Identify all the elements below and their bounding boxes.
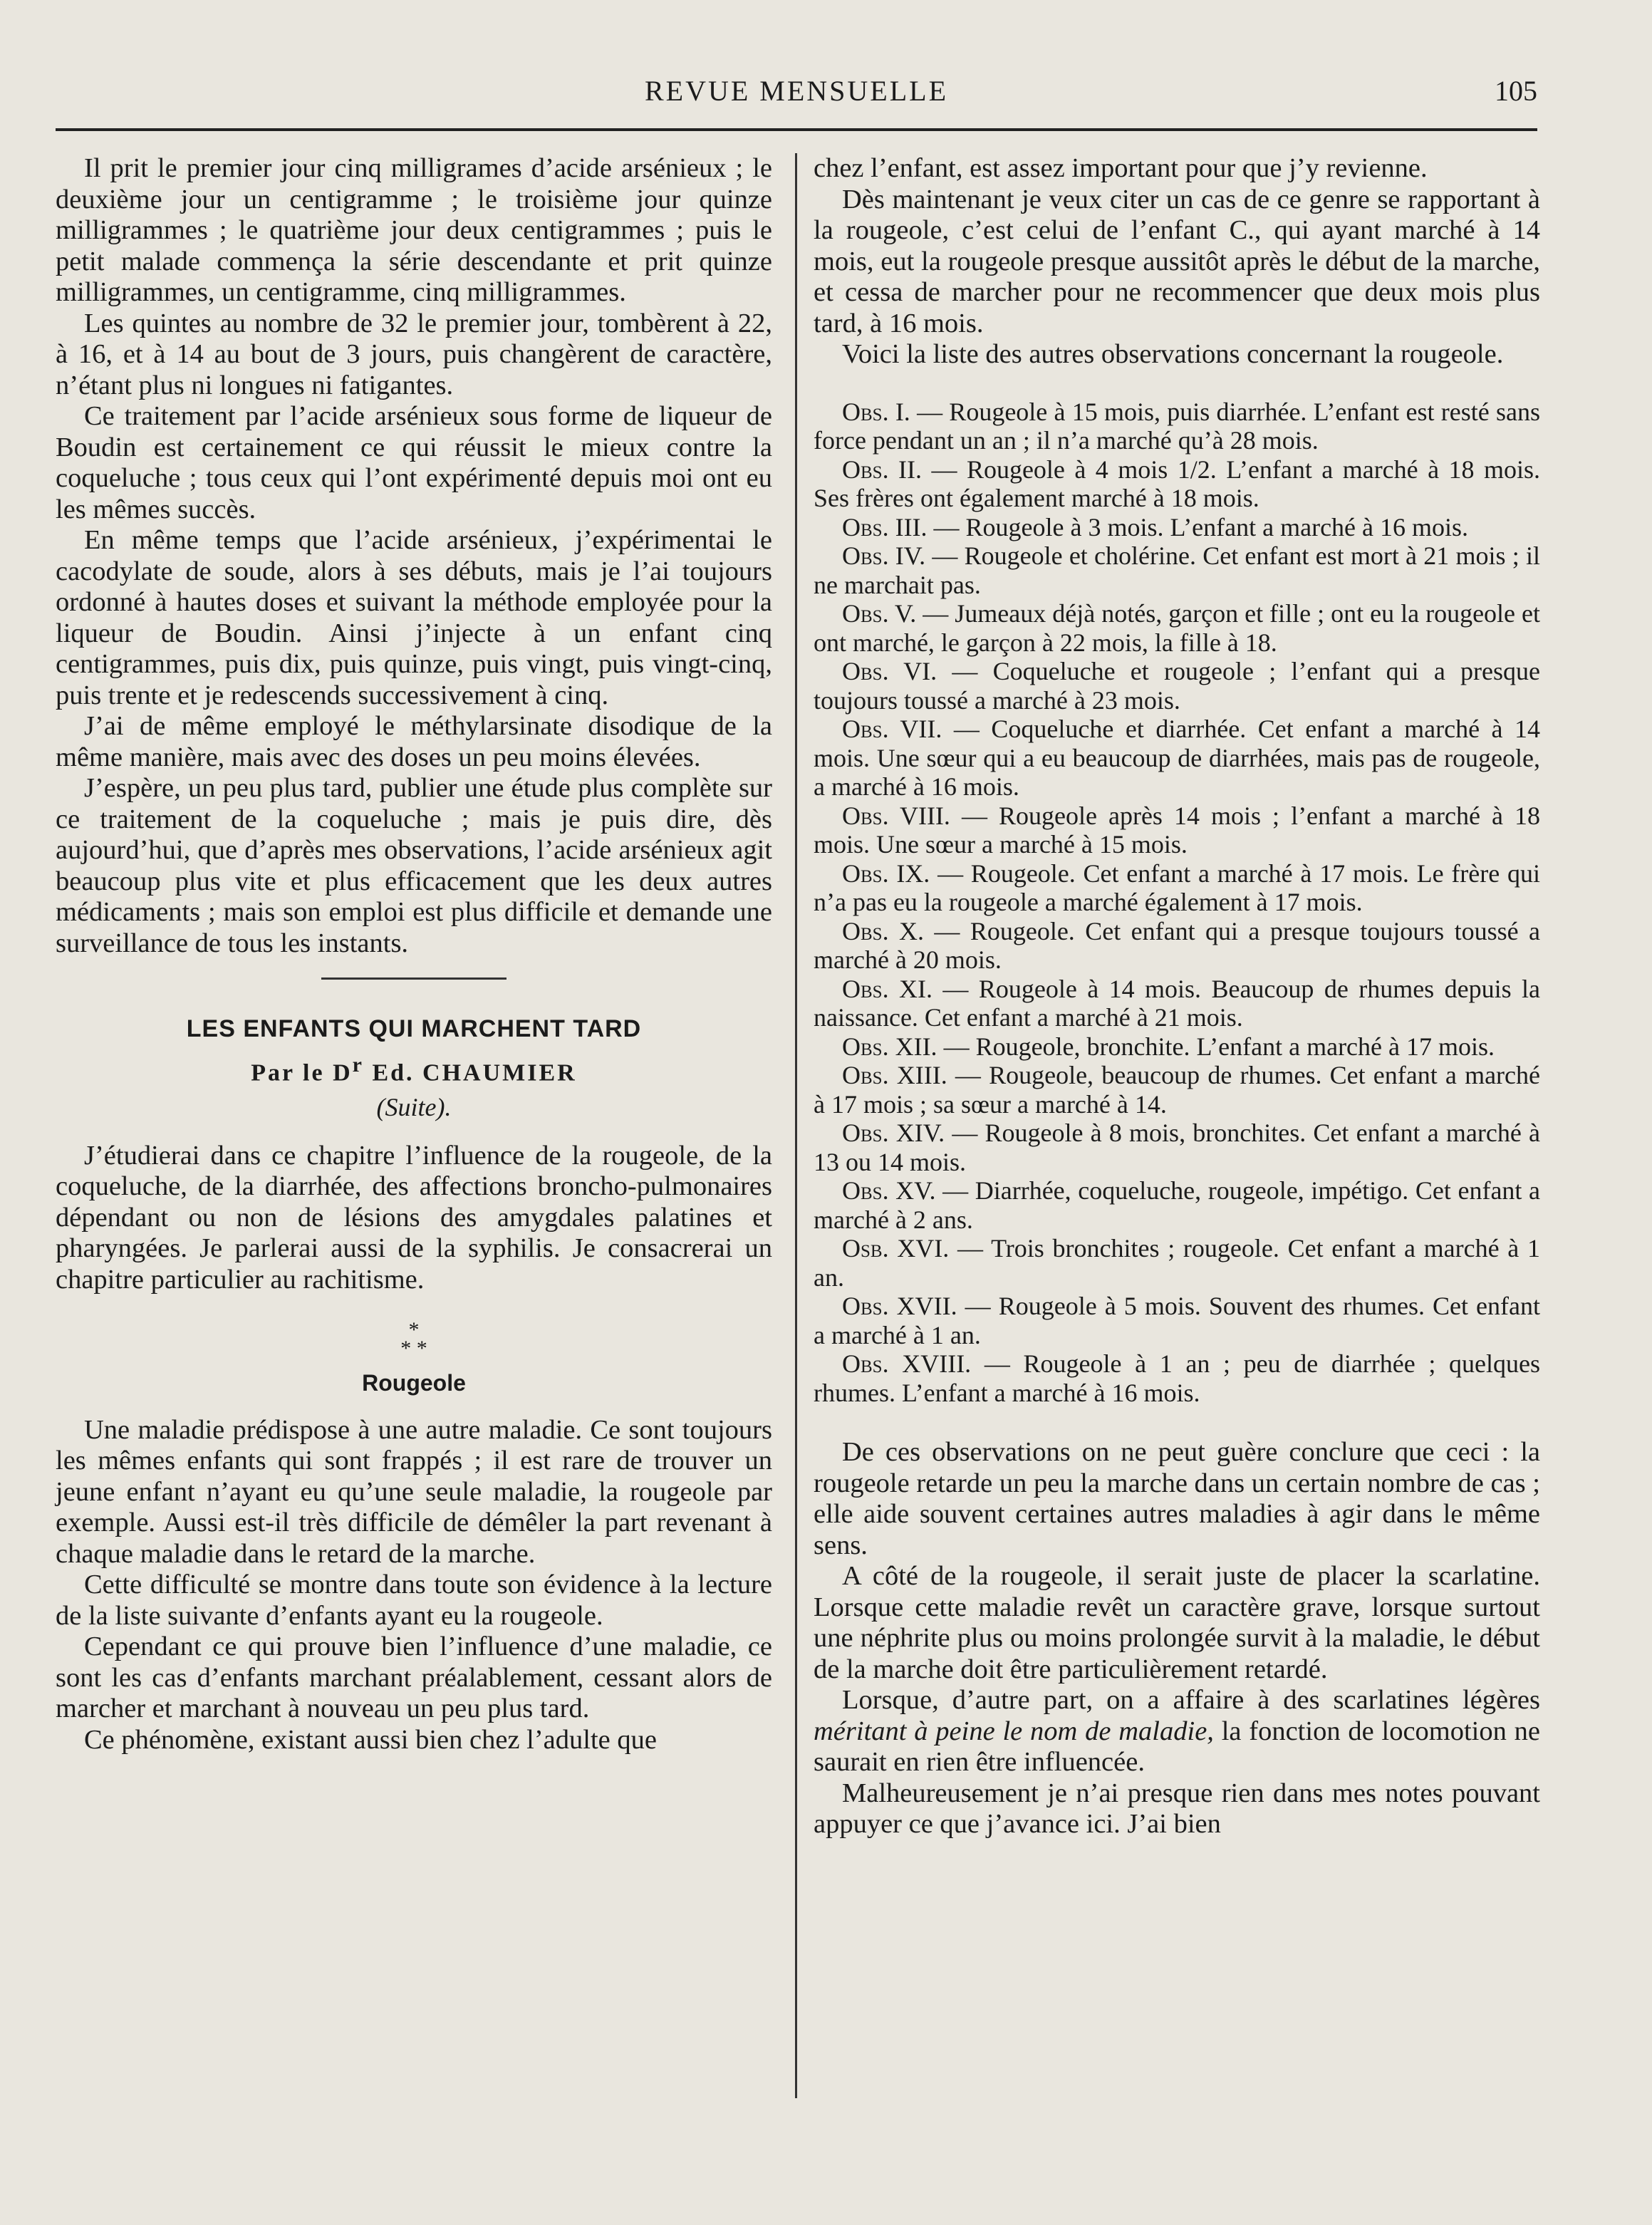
paragraph: Cependant ce qui prouve bien l’influence d’une maladie, ce sont les cas d’enfants marchant préalablement, cessant alors de marcher et marchant à nouveau un peu plus tard. (56, 1632, 772, 1724)
observation-text: — Jumeaux déjà notés, garçon et fille ; ont eu la rougeole et ont marché, le garçon à 22 mois, la fille à 18. (814, 599, 1541, 657)
asterism (56, 1318, 772, 1361)
observation-item (814, 455, 1540, 513)
observation-label: Obs. XVIII. (842, 1349, 972, 1378)
observation-label: Obs. III. (842, 512, 928, 541)
paragraph-part: la fonction de locomotion ne saurait en rien être influencée. (814, 1716, 1540, 1777)
author-prefix-sup: r (352, 1052, 364, 1077)
observation-label: Obs. XVII. (842, 1292, 957, 1320)
observation-item (814, 1349, 1540, 1407)
observation-item (814, 1176, 1540, 1234)
observation-item (814, 715, 1540, 802)
observation-item (814, 599, 1540, 657)
observation-text: — Rougeole à 1 an ; peu de diarrhée ; quelques rhumes. L’enfant a marché à 16 mois. (814, 1349, 1540, 1407)
observation-item (814, 1119, 1540, 1176)
observation-label: Obs. XV. (842, 1176, 936, 1205)
observation-list (814, 398, 1540, 1408)
paragraph: Cette difficulté se montre dans toute son évidence à la lecture de la liste suivante d’enfants ayant eu la rougeole. (56, 1570, 772, 1631)
observation-text: — Rougeole à 5 mois. Souvent des rhumes. Cet enfant a marché à 1 an. (814, 1292, 1541, 1349)
paragraph: Voici la liste des autres observations concernant la rougeole. (842, 339, 1504, 369)
observation-text: — Diarrhée, coqueluche, rougeole, impétigo. Cet enfant a marché à 2 ans. (814, 1176, 1541, 1234)
observation-item (814, 398, 1540, 455)
column-divider (795, 153, 797, 2098)
observation-text: — Rougeole à 3 mois. L’enfant a marché à 16 mois. (933, 512, 1469, 541)
observation-item (814, 859, 1540, 917)
section-separator (321, 977, 506, 980)
paragraph-part: Lorsque, d’autre part, on a affaire à des scarlatines légères (842, 1685, 1540, 1715)
observation-item (814, 1061, 1540, 1119)
observation-label: Obs. VIII. (842, 801, 950, 830)
continuation-note: (Suite). (376, 1093, 452, 1122)
observation-item (814, 541, 1540, 599)
paragraph: Ce phénomène, existant aussi bien chez l’adulte que (84, 1724, 657, 1755)
observation-label: Osb. XVI. (842, 1234, 950, 1262)
left-column (56, 153, 772, 1755)
observation-text: — Rougeole. Cet enfant a marché à 17 mois. Le frère qui n’a pas eu la rougeole a marché également à 17 mois. (814, 859, 1540, 916)
observation-label: Obs. X. (842, 916, 924, 945)
paragraph: Dès maintenant je veux citer un cas de ce genre se rapportant à la rougeole, c’est celui de l’enfant C., qui ayant marché à 14 mois, eut la rougeole presque aussitôt après le début de la marche, et cessa de marcher pour ne recommencer que deux mois plus tard, à 16 mois. (814, 184, 1540, 338)
paragraph: J’ai de même employé le méthylarsinate disodique de la même manière, mais avec des doses un peu moins élevées. (56, 711, 772, 772)
observation-label: Obs. XII. (842, 1032, 937, 1061)
observation-label: Obs. IV. (842, 541, 926, 570)
paragraph: De ces observations on ne peut guère conclure que ceci : la rougeole retarde un peu la marche dans un certain nombre de cas ; elle aide souvent certaines autres maladies à agir dans le même sens. (814, 1437, 1540, 1560)
observation-label: Obs. VII. (842, 715, 942, 743)
observation-text: — Coqueluche et rougeole ; l’enfant qui a presque toujours toussé a marché à 23 mois. (814, 657, 1540, 715)
observation-item (814, 513, 1540, 542)
paragraph: J’étudierai dans ce chapitre l’influence de la rougeole, de la coqueluche, de la diarrhée, des affections broncho-pulmonaires dépendant ou non de lésions des amygdales palatines et pharyngées. Je parlerai aussi de la syphilis. Je consacrerai un chapitre particulier au rachitisme. (56, 1140, 772, 1295)
observation-text: — Rougeole à 8 mois, bronchites. Cet enfant a marché à 13 ou 14 mois. (814, 1119, 1541, 1176)
asterism-bottom: * * (400, 1337, 427, 1361)
observation-text: — Trois bronchites ; rougeole. Cet enfant a marché à 1 an. (814, 1234, 1540, 1292)
asterism-top: * (408, 1318, 420, 1342)
right-column (814, 153, 1540, 1840)
paragraph: Malheureusement je n’ai presque rien dans mes notes pouvant appuyer ce que j’avance ici. J’ai bien (814, 1778, 1540, 1839)
paragraph: Il prit le premier jour cinq milligrames d’acide arsénieux ; le deuxième jour un centigramme ; le troisième jour quinze milligrammes ; le quatrième jour deux centigrammes ; puis le petit malade commença la série descendante et prit quinze milligrammes, un centigramme, cinq milligrammes. (56, 153, 772, 307)
observation-text: — Rougeole, bronchite. L’enfant a marché à 17 mois. (943, 1032, 1495, 1061)
observation-text: — Rougeole après 14 mois ; l’enfant a marché à 18 mois. Une sœur a marché à 15 mois. (814, 801, 1541, 859)
author-name: Ed. CHAUMIER (372, 1059, 577, 1086)
italic-phrase: méritant à peine le nom de maladie, (814, 1716, 1214, 1746)
observation-item (814, 1032, 1540, 1062)
observation-label: Obs. V. (842, 599, 917, 628)
paragraph: En même temps que l’acide arsénieux, j’expérimentai le cacodylate de soude, alors à ses débuts, mais je l’ai toujours ordonné à hautes doses et suivant la méthode employée pour la liqueur de Boudin. Ainsi j’injecte à un enfant cinq centigrammes, puis dix, puis quinze, puis vingt, puis vingt-cinq, puis trente et je redescends successivement à cinq. (56, 525, 772, 710)
observation-text: — Rougeole à 4 mois 1/2. L’enfant a marché à 18 mois. Ses frères ont également marché à 18 mois. (814, 455, 1541, 512)
paragraph: J’espère, un peu plus tard, publier une étude plus complète sur ce traitement de la coqueluche ; mais je puis dire, dès aujourd’hui, que d’après mes observations, l’acide arsénieux agit beaucoup plus vite et plus efficacement que les deux autres médicaments ; mais son emploi est plus difficile et demande une surveillance de tous les instants. (56, 773, 772, 958)
observation-item (814, 802, 1540, 859)
paragraph: Une maladie prédispose à une autre maladie. Ce sont toujours les mêmes enfants qui sont frappés ; il est rare de trouver un jeune enfant n’ayant eu qu’une seule maladie, la rougeole par exemple. Aussi est-il très difficile de démêler la part revenant à chaque maladie dans le retard de la marche. (56, 1414, 772, 1569)
observation-item (814, 917, 1540, 975)
paragraph: A côté de la rougeole, il serait juste de placer la scarlatine. Lorsque cette maladie revêt un caractère grave, lorsque surtout une néphrite plus ou moins prolongée survit à la maladie, le début de la marche doit être particulièrement retardé. (814, 1561, 1540, 1684)
header-rule (56, 128, 1537, 131)
observation-text: — Rougeole. Cet enfant qui a presque toujours toussé a marché à 20 mois. (814, 916, 1541, 974)
observation-item (814, 1234, 1540, 1292)
observation-text: — Rougeole, beaucoup de rhumes. Cet enfant a marché à 17 mois ; sa sœur a marché à 14. (814, 1061, 1541, 1119)
observation-text: — Rougeole à 15 mois, puis diarrhée. L’enfant est resté sans force pendant un an ; il n’a marché qu’à 28 mois. (814, 397, 1540, 455)
observation-label: Obs. VI. (842, 657, 937, 685)
paragraph (814, 1685, 1540, 1778)
article-author (56, 1049, 772, 1089)
section-subheading: Rougeole (362, 1370, 466, 1396)
paragraph: chez l’enfant, est assez important pour que j’y revienne. (814, 153, 1428, 183)
running-header (56, 71, 1537, 114)
observation-item (814, 975, 1540, 1032)
observation-label: Obs. II. (842, 455, 923, 484)
journal-title: REVUE MENSUELLE (644, 75, 949, 107)
observation-label: Obs. XI. (842, 974, 933, 1003)
observation-text: — Rougeole et cholérine. Cet enfant est mort à 21 mois ; il ne marchait pas. (814, 541, 1540, 599)
observation-label: Obs. I. (842, 397, 910, 426)
observation-item (814, 657, 1540, 715)
observation-label: Obs. XIII. (842, 1061, 947, 1089)
author-prefix: Par le D (251, 1059, 353, 1086)
observation-label: Obs. IX. (842, 859, 930, 888)
page-number: 105 (1495, 75, 1537, 107)
observation-text: — Rougeole à 14 mois. Beaucoup de rhumes depuis la naissance. Cet enfant a marché à 21 mois. (814, 974, 1540, 1032)
observation-item (814, 1292, 1540, 1349)
paragraph: Ce traitement par l’acide arsénieux sous forme de liqueur de Boudin est certainement ce qui réussit le mieux contre la coqueluche ; tous ceux qui l’ont expérimenté depuis moi ont eu les mêmes succès. (56, 401, 772, 524)
paragraph: Les quintes au nombre de 32 le premier jour, tombèrent à 22, à 16, et à 14 au bout de 3 jours, puis changèrent de caractère, n’étant plus ni longues ni fatigantes. (56, 308, 772, 400)
observation-label: Obs. XIV. (842, 1119, 945, 1147)
observation-text: — Coqueluche et diarrhée. Cet enfant a marché à 14 mois. Une sœur qui a eu beaucoup de diarrhées, mais pas de rougeole, a marché à 16 mois. (814, 715, 1541, 801)
article-title: LES ENFANTS QUI MARCHENT TARD (186, 1015, 642, 1042)
